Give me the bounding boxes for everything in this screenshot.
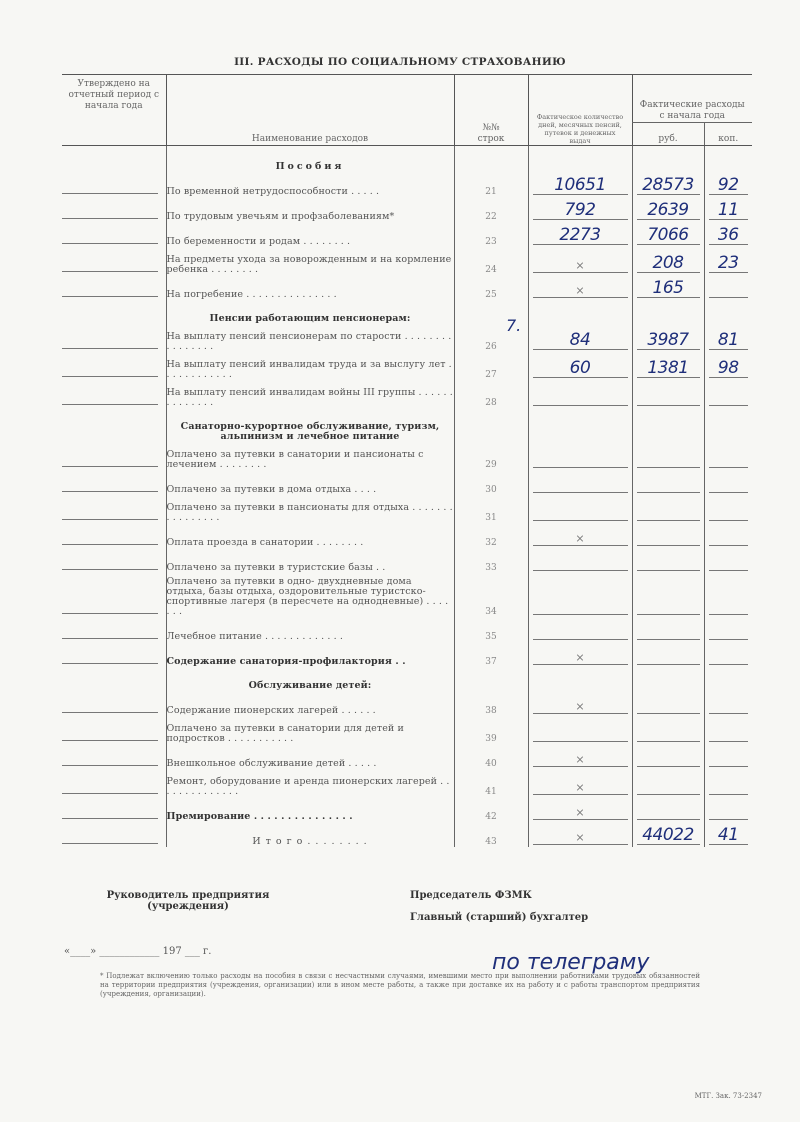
count-value: ×	[575, 831, 585, 844]
kop-cell	[704, 442, 752, 470]
count-cell	[528, 324, 632, 352]
expense-name	[166, 617, 454, 642]
count-value: 792	[564, 200, 596, 220]
expense-name-text: На погребение . . . . . . . . . . . . . . .	[166, 289, 337, 300]
count-value: 60	[569, 358, 591, 378]
count-value: ×	[575, 753, 585, 766]
expense-name-text: На выплату пенсий инвалидам войны III группы . . . . . . . . . . . . . .	[166, 387, 453, 408]
count-cell	[528, 691, 632, 716]
row-number	[454, 442, 528, 470]
kop-value: 41	[717, 825, 739, 845]
approved-cell	[62, 769, 166, 797]
approved-cell	[62, 523, 166, 548]
rub-value: 44022	[642, 825, 694, 845]
row-number	[454, 408, 528, 442]
table-row	[62, 744, 752, 769]
row-number	[454, 197, 528, 222]
table-row	[62, 470, 752, 495]
row-number	[454, 275, 528, 300]
row-number	[454, 642, 528, 667]
row-number-text: 28	[485, 398, 497, 408]
table-row	[62, 324, 752, 352]
rub-cell	[632, 222, 704, 247]
rub-cell	[632, 247, 704, 275]
expense-name	[166, 769, 454, 797]
row-number	[454, 822, 528, 847]
kop-cell	[704, 408, 752, 442]
rub-cell	[632, 573, 704, 617]
row-number-text: 22	[485, 212, 497, 222]
table-row	[62, 247, 752, 275]
rub-cell	[632, 642, 704, 667]
table-row	[62, 642, 752, 667]
count-cell	[528, 495, 632, 523]
expense-name-text: Оплачено за путевки в дома отдыха . . . .	[166, 484, 377, 495]
row-number	[454, 769, 528, 797]
expense-name	[166, 380, 454, 408]
kop-value: 11	[717, 200, 739, 220]
approved-cell	[62, 642, 166, 667]
table-body	[62, 146, 752, 848]
expense-name-text: Лечебное питание . . . . . . . . . . . . .	[166, 631, 343, 642]
expense-name	[166, 172, 454, 197]
expense-name	[166, 691, 454, 716]
rub-cell	[632, 172, 704, 197]
table-row	[62, 352, 752, 380]
expense-name-text: Пособия	[275, 161, 345, 172]
header-name: Наименование расходов	[166, 75, 454, 146]
kop-cell	[704, 247, 752, 275]
row-number	[454, 797, 528, 822]
count-cell	[528, 523, 632, 548]
kop-cell	[704, 716, 752, 744]
row-number-text: 42	[485, 812, 497, 822]
rub-cell	[632, 523, 704, 548]
row-number-text: 37	[485, 657, 497, 667]
date-line: «____» ____________ 197 ___ г.	[64, 946, 212, 957]
count-value: ×	[575, 259, 585, 272]
row-number-text: 24	[485, 265, 497, 275]
expense-name	[166, 495, 454, 523]
expense-name-text: Обслуживание детей:	[248, 680, 372, 691]
approved-cell	[62, 247, 166, 275]
row-number-text: 30	[485, 485, 497, 495]
table-header	[62, 75, 752, 123]
expense-name-text: Содержание пионерских лагерей . . . . . .	[166, 705, 376, 716]
count-cell	[528, 352, 632, 380]
expense-name	[166, 744, 454, 769]
expense-name-text: Внешкольное обслуживание детей . . . . .	[166, 758, 377, 769]
section-row	[62, 408, 752, 442]
expense-name-text: По беременности и родам . . . . . . . .	[166, 236, 351, 247]
approved-cell	[62, 380, 166, 408]
approved-cell	[62, 617, 166, 642]
approved-cell	[62, 744, 166, 769]
expense-name	[166, 442, 454, 470]
expense-name	[166, 548, 454, 573]
row-number-text: 23	[485, 237, 497, 247]
approved-cell	[62, 470, 166, 495]
row-number-text: 25	[485, 290, 497, 300]
kop-cell	[704, 691, 752, 716]
kop-cell	[704, 222, 752, 247]
kop-value: 36	[717, 225, 739, 245]
header-actual: Фактические расходы с начала года	[632, 75, 752, 123]
kop-value: 98	[717, 358, 739, 378]
table-row	[62, 380, 752, 408]
rub-cell	[632, 716, 704, 744]
expense-name-text: Ремонт, оборудование и аренда пионерских лагерей . . . . . . . . . . . . . .	[166, 776, 450, 797]
expense-name-text: Оплата проезда в санатории . . . . . . . .	[166, 537, 364, 548]
expense-name-text: Оплачено за путевки в пансионаты для отдыха . . . . . . . . . . . . . . . .	[166, 502, 453, 523]
row-number-text: 34	[485, 607, 497, 617]
rub-cell	[632, 797, 704, 822]
count-cell	[528, 146, 632, 173]
expense-name	[166, 573, 454, 617]
expense-name-text: Оплачено за путевки в одно- двухдневные дома отдыха, базы отдыха, оздоровительные туристско-спортивные лагеря (в пересчете на однодневные) . . . . . . .	[166, 576, 449, 617]
row-number-text: 21	[485, 187, 497, 197]
rub-cell	[632, 744, 704, 769]
table-row	[62, 797, 752, 822]
rub-value: 28573	[642, 175, 694, 195]
kop-value: 92	[717, 175, 739, 195]
rub-cell	[632, 352, 704, 380]
header-approved: Утверждено на отчетный период с начала года	[62, 75, 166, 146]
expense-name-text: Содержание санатория-профилактория . .	[166, 656, 406, 667]
count-value: ×	[575, 781, 585, 794]
row-number	[454, 691, 528, 716]
row-number	[454, 716, 528, 744]
count-value: ×	[575, 532, 585, 545]
row-number	[454, 146, 528, 173]
table-row	[62, 172, 752, 197]
kop-cell	[704, 617, 752, 642]
rub-value: 1381	[647, 358, 689, 378]
kop-cell	[704, 197, 752, 222]
count-cell	[528, 275, 632, 300]
rub-value: 3987	[647, 330, 689, 350]
rub-cell	[632, 617, 704, 642]
row-number	[454, 380, 528, 408]
count-cell	[528, 822, 632, 847]
row-number	[454, 548, 528, 573]
approved-cell	[62, 716, 166, 744]
count-value: ×	[575, 651, 585, 664]
table-row	[62, 769, 752, 797]
header-count: Фактическое количество дней, месячных пенсий, путевок и денежных выдач	[528, 75, 632, 146]
rub-cell	[632, 769, 704, 797]
approved-cell	[62, 822, 166, 847]
section-title: III. РАСХОДЫ ПО СОЦИАЛЬНОМУ СТРАХОВАНИЮ	[234, 56, 566, 68]
count-value: ×	[575, 284, 585, 297]
row-number	[454, 573, 528, 617]
expense-name	[166, 146, 454, 173]
row-number-text: 39	[485, 734, 497, 744]
row-number	[454, 617, 528, 642]
table-row	[62, 548, 752, 573]
count-cell	[528, 716, 632, 744]
expense-name-text: По временной нетрудоспособности . . . . .	[166, 186, 380, 197]
approved-cell	[62, 222, 166, 247]
expense-name-text: Премирование . . . . . . . . . . . . . . .	[166, 811, 353, 822]
rub-cell	[632, 324, 704, 352]
rub-cell	[632, 408, 704, 442]
row-number-text: 35	[485, 632, 497, 642]
expense-name	[166, 523, 454, 548]
kop-cell	[704, 744, 752, 769]
section-row	[62, 667, 752, 691]
table-row	[62, 716, 752, 744]
rub-value: 165	[652, 278, 684, 298]
count-value: ×	[575, 806, 585, 819]
expense-name	[166, 797, 454, 822]
kop-cell	[704, 822, 752, 847]
expense-name	[166, 667, 454, 691]
kop-cell	[704, 523, 752, 548]
count-cell	[528, 300, 632, 324]
expense-name	[166, 222, 454, 247]
row-number	[454, 247, 528, 275]
rub-cell	[632, 197, 704, 222]
row-number-text: 27	[485, 370, 497, 380]
kop-cell	[704, 573, 752, 617]
header-rub: руб.	[632, 123, 704, 146]
count-cell	[528, 617, 632, 642]
row-number	[454, 222, 528, 247]
count-cell	[528, 197, 632, 222]
kop-cell	[704, 797, 752, 822]
expense-name-text: Оплачено за путевки в санатории и пансионаты с лечением . . . . . . . .	[166, 449, 424, 470]
kop-cell	[704, 275, 752, 300]
rub-cell	[632, 442, 704, 470]
count-cell	[528, 222, 632, 247]
row-number-text: 38	[485, 706, 497, 716]
row-number	[454, 667, 528, 691]
rub-cell	[632, 495, 704, 523]
approved-cell	[62, 667, 166, 691]
rub-value: 208	[652, 253, 684, 273]
row-number	[454, 172, 528, 197]
kop-cell	[704, 495, 752, 523]
row-number-text: 41	[485, 787, 497, 797]
expense-name	[166, 300, 454, 324]
expense-name-text: Пенсии работающим пенсионерам:	[209, 313, 411, 324]
approved-cell	[62, 300, 166, 324]
table-row	[62, 573, 752, 617]
count-cell	[528, 247, 632, 275]
section-row	[62, 300, 752, 324]
header-rows: №№ строк	[454, 75, 528, 146]
row-number-text: 32	[485, 538, 497, 548]
table-row	[62, 523, 752, 548]
kop-cell	[704, 642, 752, 667]
kop-cell	[704, 352, 752, 380]
count-cell	[528, 769, 632, 797]
row-number-text: 31	[485, 513, 497, 523]
expense-name	[166, 408, 454, 442]
table-row	[62, 617, 752, 642]
signature-chair: Председатель ФЗМК	[410, 890, 532, 901]
expense-name-text: На выплату пенсий инвалидам труда и за выслугу лет . . . . . . . . . . . .	[166, 359, 452, 380]
expense-name	[166, 822, 454, 847]
rub-cell	[632, 300, 704, 324]
print-mark: МТГ. Зак. 73-2347	[694, 1092, 762, 1100]
rub-cell	[632, 380, 704, 408]
kop-cell	[704, 548, 752, 573]
kop-cell	[704, 470, 752, 495]
kop-value: 23	[717, 253, 739, 273]
expense-name-text: И т о г о . . . . . . . .	[252, 836, 368, 847]
count-cell	[528, 744, 632, 769]
count-cell	[528, 408, 632, 442]
rub-value: 7066	[647, 225, 689, 245]
row-number	[454, 470, 528, 495]
expense-name	[166, 716, 454, 744]
row-number-text: 29	[485, 460, 497, 470]
count-cell	[528, 442, 632, 470]
approved-cell	[62, 797, 166, 822]
expense-name	[166, 470, 454, 495]
table-row	[62, 197, 752, 222]
kop-cell	[704, 380, 752, 408]
expenses-table	[62, 74, 752, 847]
handwritten-row-mark: 7.	[506, 316, 522, 335]
rub-cell	[632, 470, 704, 495]
approved-cell	[62, 275, 166, 300]
rub-cell	[632, 822, 704, 847]
count-cell	[528, 548, 632, 573]
expense-name-text: Оплачено за путевки в туристские базы . .	[166, 562, 386, 573]
approved-cell	[62, 495, 166, 523]
count-value: ×	[575, 700, 585, 713]
expense-name	[166, 275, 454, 300]
table-row	[62, 691, 752, 716]
approved-cell	[62, 691, 166, 716]
expense-name	[166, 352, 454, 380]
table-row	[62, 495, 752, 523]
approved-cell	[62, 324, 166, 352]
approved-cell	[62, 408, 166, 442]
count-cell	[528, 797, 632, 822]
approved-cell	[62, 172, 166, 197]
kop-cell	[704, 146, 752, 173]
row-number	[454, 744, 528, 769]
expense-name-text: По трудовым увечьям и профзаболеваниям*	[166, 211, 395, 222]
row-number-text: 40	[485, 759, 497, 769]
expense-name-text: Санаторно-курортное обслуживание, туризм, альпинизм и лечебное питание	[180, 421, 440, 442]
expense-name	[166, 324, 454, 352]
row-number	[454, 352, 528, 380]
count-cell	[528, 573, 632, 617]
table-row	[62, 275, 752, 300]
row-number-text: 43	[485, 837, 497, 847]
count-cell	[528, 470, 632, 495]
row-number	[454, 495, 528, 523]
row-number-text: 26	[485, 342, 497, 352]
count-cell	[528, 642, 632, 667]
signature-accountant: Главный (старший) бухгалтер	[410, 912, 589, 923]
count-cell	[528, 380, 632, 408]
kop-cell	[704, 172, 752, 197]
table-row	[62, 222, 752, 247]
signature-head: Руководитель предприятия (учреждения)	[106, 890, 270, 912]
row-number-text: 33	[485, 563, 497, 573]
expense-name-text: Оплачено за путевки в санатории для детей и подростков . . . . . . . . . . .	[166, 723, 404, 744]
count-value: 2273	[559, 225, 601, 245]
kop-cell	[704, 667, 752, 691]
approved-cell	[62, 573, 166, 617]
approved-cell	[62, 442, 166, 470]
kop-value: 81	[717, 330, 739, 350]
handwritten-note: по телеграму	[492, 950, 650, 975]
rub-cell	[632, 146, 704, 173]
header-kop: коп.	[704, 123, 752, 146]
total-row	[62, 822, 752, 847]
approved-cell	[62, 352, 166, 380]
rub-cell	[632, 275, 704, 300]
footnote: * Подлежат включению только расходы на пособия в связи с несчастными случаями, имевшими место при выполнении работниками трудовых обязанностей на территории предприятия (учреждения, организации) или в ином месте работы, а также при доставке их на работу и с работы транспортом предприятия (учреждения, организации).	[100, 972, 700, 998]
expense-name	[166, 247, 454, 275]
rub-value: 2639	[647, 200, 689, 220]
rub-cell	[632, 548, 704, 573]
approved-cell	[62, 197, 166, 222]
approved-cell	[62, 146, 166, 173]
approved-cell	[62, 548, 166, 573]
rub-cell	[632, 691, 704, 716]
expense-name	[166, 642, 454, 667]
count-cell	[528, 172, 632, 197]
kop-cell	[704, 769, 752, 797]
table-row	[62, 442, 752, 470]
count-cell	[528, 667, 632, 691]
kop-cell	[704, 324, 752, 352]
rub-cell	[632, 667, 704, 691]
count-value: 84	[569, 330, 591, 350]
kop-cell	[704, 300, 752, 324]
count-value: 10651	[554, 175, 606, 195]
section-row	[62, 146, 752, 173]
expense-name	[166, 197, 454, 222]
expense-name-text: На предметы ухода за новорожденным и на кормление ребенка . . . . . . . .	[166, 254, 452, 275]
row-number	[454, 523, 528, 548]
expense-name-text: На выплату пенсий пенсионерам по старости . . . . . . . . . . . . . . . .	[166, 331, 452, 352]
